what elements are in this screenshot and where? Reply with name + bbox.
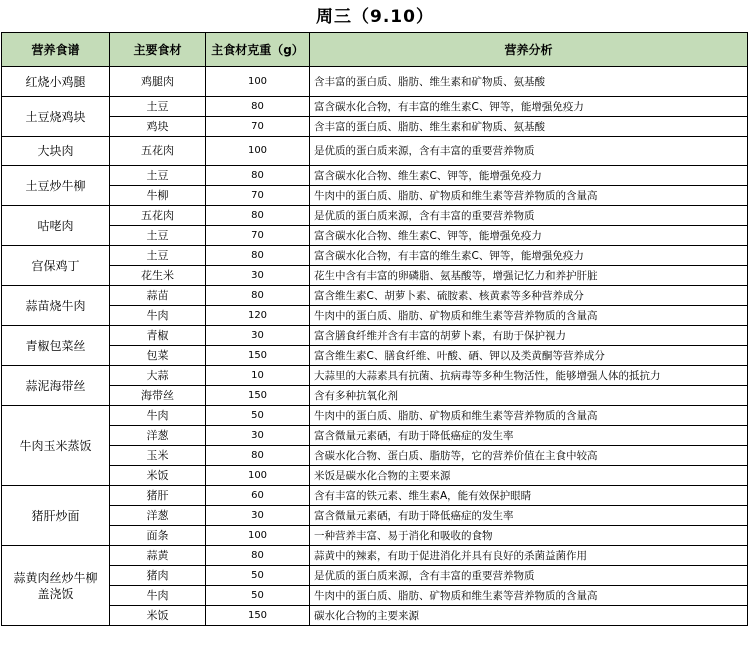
nutrition-analysis: 牛肉中的蛋白质、脂肪、矿物质和维生素等营养物质的含量高 [310,586,748,606]
table-row [2,326,748,346]
ingredient-weight: 120 [206,306,310,326]
ingredient-name: 土豆 [110,97,206,117]
nutrition-analysis: 一种营养丰富、易于消化和吸收的食物 [310,526,748,546]
nutrition-analysis: 花生中含有丰富的卵磷脂、氨基酸等，增强记忆力和养护肝脏 [310,266,748,286]
ingredient-weight: 80 [206,286,310,306]
ingredient-weight: 100 [206,67,310,97]
header-recipe: 营养食谱 [2,33,110,67]
ingredient-name: 青椒 [110,326,206,346]
table-row [2,346,748,366]
nutrition-analysis: 富含碳水化合物、维生素C、钾等，能增强免疫力 [310,166,748,186]
table-body [2,67,748,626]
nutrition-analysis: 是优质的蛋白质来源，含有丰富的重要营养物质 [310,137,748,166]
nutrition-analysis: 富含碳水化合物，有丰富的维生素C、钾等，能增强免疫力 [310,246,748,266]
table-row [2,266,748,286]
table-row [2,286,748,306]
table-row [2,486,748,506]
recipe-name: 蒜泥海带丝 [2,366,110,406]
ingredient-name: 大蒜 [110,366,206,386]
ingredient-name: 土豆 [110,246,206,266]
table-row [2,466,748,486]
ingredient-name: 蒜苗 [110,286,206,306]
ingredient-weight: 70 [206,117,310,137]
table-row [2,137,748,166]
table-row [2,586,748,606]
table-row [2,606,748,626]
nutrition-analysis: 米饭是碳水化合物的主要来源 [310,466,748,486]
recipe-name: 青椒包菜丝 [2,326,110,366]
ingredient-weight: 30 [206,426,310,446]
ingredient-name: 五花肉 [110,206,206,226]
ingredient-name: 包菜 [110,346,206,366]
ingredient-weight: 10 [206,366,310,386]
table-row [2,426,748,446]
header-analysis: 营养分析 [310,33,748,67]
nutrition-analysis: 牛肉中的蛋白质、脂肪、矿物质和维生素等营养物质的含量高 [310,306,748,326]
table-row [2,506,748,526]
table-row [2,246,748,266]
recipe-name: 牛肉玉米蒸饭 [2,406,110,486]
ingredient-name: 洋葱 [110,426,206,446]
ingredient-weight: 50 [206,406,310,426]
nutrition-analysis: 含丰富的蛋白质、脂肪、维生素和矿物质、氨基酸 [310,117,748,137]
ingredient-weight: 80 [206,546,310,566]
ingredient-weight: 80 [206,97,310,117]
ingredient-weight: 60 [206,486,310,506]
ingredient-weight: 100 [206,526,310,546]
nutrition-analysis: 富含微量元素硒，有助于降低癌症的发生率 [310,506,748,526]
ingredient-weight: 150 [206,606,310,626]
table-row [2,306,748,326]
nutrition-analysis: 大蒜里的大蒜素具有抗菌、抗病毒等多种生物活性，能够增强人体的抵抗力 [310,366,748,386]
ingredient-name: 米饭 [110,606,206,626]
nutrition-analysis: 是优质的蛋白质来源，含有丰富的重要营养物质 [310,566,748,586]
ingredient-name: 猪肝 [110,486,206,506]
ingredient-name: 花生米 [110,266,206,286]
table-row [2,546,748,566]
ingredient-weight: 80 [206,166,310,186]
recipe-name: 大块肉 [2,137,110,166]
ingredient-name: 米饭 [110,466,206,486]
ingredient-name: 洋葱 [110,506,206,526]
table-row [2,186,748,206]
recipe-name: 土豆炒牛柳 [2,166,110,206]
ingredient-name: 牛柳 [110,186,206,206]
ingredient-name: 五花肉 [110,137,206,166]
nutrition-analysis: 富含微量元素硒，有助于降低癌症的发生率 [310,426,748,446]
nutrition-analysis: 碳水化合物的主要来源 [310,606,748,626]
ingredient-name: 猪肉 [110,566,206,586]
nutrition-analysis: 牛肉中的蛋白质、脂肪、矿物质和维生素等营养物质的含量高 [310,406,748,426]
ingredient-weight: 30 [206,266,310,286]
nutrition-analysis: 含碳水化合物、蛋白质、脂肪等，它的营养价值在主食中较高 [310,446,748,466]
recipe-name: 红烧小鸡腿 [2,67,110,97]
ingredient-weight: 100 [206,466,310,486]
ingredient-name: 面条 [110,526,206,546]
ingredient-weight: 50 [206,566,310,586]
table-row [2,117,748,137]
nutrition-analysis: 富含维生素C、胡萝卜素、硫胺素、核黄素等多种营养成分 [310,286,748,306]
table-row [2,226,748,246]
nutrition-analysis: 富含维生素C、膳食纤维、叶酸、硒、钾以及类黄酮等营养成分 [310,346,748,366]
ingredient-name: 鸡块 [110,117,206,137]
ingredient-name: 玉米 [110,446,206,466]
recipe-name: 宫保鸡丁 [2,246,110,286]
nutrition-analysis: 富含膳食纤维并含有丰富的胡萝卜素，有助于保护视力 [310,326,748,346]
recipe-name: 蒜苗烧牛肉 [2,286,110,326]
ingredient-weight: 70 [206,186,310,206]
ingredient-weight: 80 [206,206,310,226]
ingredient-name: 牛肉 [110,586,206,606]
ingredient-weight: 50 [206,586,310,606]
table-row [2,67,748,97]
ingredient-name: 蒜黄 [110,546,206,566]
page-title: 周三（9.10） [316,7,434,27]
ingredient-weight: 30 [206,326,310,346]
table-header-row [2,33,748,67]
nutrition-analysis: 是优质的蛋白质来源，含有丰富的重要营养物质 [310,206,748,226]
recipe-name: 咕咾肉 [2,206,110,246]
recipe-name: 猪肝炒面 [2,486,110,546]
table-row [2,166,748,186]
nutrition-analysis: 含有多种抗氧化剂 [310,386,748,406]
table-row [2,406,748,426]
table-row [2,366,748,386]
recipe-name: 蒜黄肉丝炒牛柳盖浇饭 [2,546,110,626]
ingredient-weight: 150 [206,346,310,366]
header-weight: 主食材克重（g） [206,33,310,67]
ingredient-name: 海带丝 [110,386,206,406]
ingredient-name: 牛肉 [110,306,206,326]
nutrition-analysis: 牛肉中的蛋白质、脂肪、矿物质和维生素等营养物质的含量高 [310,186,748,206]
ingredient-name: 鸡腿肉 [110,67,206,97]
ingredient-weight: 70 [206,226,310,246]
ingredient-name: 土豆 [110,226,206,246]
table-row [2,206,748,226]
recipe-name: 土豆烧鸡块 [2,97,110,137]
table-row [2,526,748,546]
ingredient-name: 土豆 [110,166,206,186]
table-row [2,446,748,466]
ingredient-weight: 150 [206,386,310,406]
ingredient-weight: 80 [206,246,310,266]
nutrition-analysis: 含丰富的蛋白质、脂肪、维生素和矿物质、氨基酸 [310,67,748,97]
ingredient-weight: 80 [206,446,310,466]
nutrition-analysis: 富含碳水化合物，有丰富的维生素C、钾等，能增强免疫力 [310,97,748,117]
nutrition-analysis: 蒜黄中的辣素，有助于促进消化并具有良好的杀菌益菌作用 [310,546,748,566]
table-row [2,386,748,406]
nutrition-analysis: 富含碳水化合物、维生素C、钾等，能增强免疫力 [310,226,748,246]
nutrition-analysis: 含有丰富的铁元素、维生素A，能有效保护眼睛 [310,486,748,506]
header-ingredient: 主要食材 [110,33,206,67]
nutrition-table [1,32,748,626]
table-row [2,566,748,586]
ingredient-weight: 30 [206,506,310,526]
table-row [2,97,748,117]
ingredient-name: 牛肉 [110,406,206,426]
ingredient-weight: 100 [206,137,310,166]
